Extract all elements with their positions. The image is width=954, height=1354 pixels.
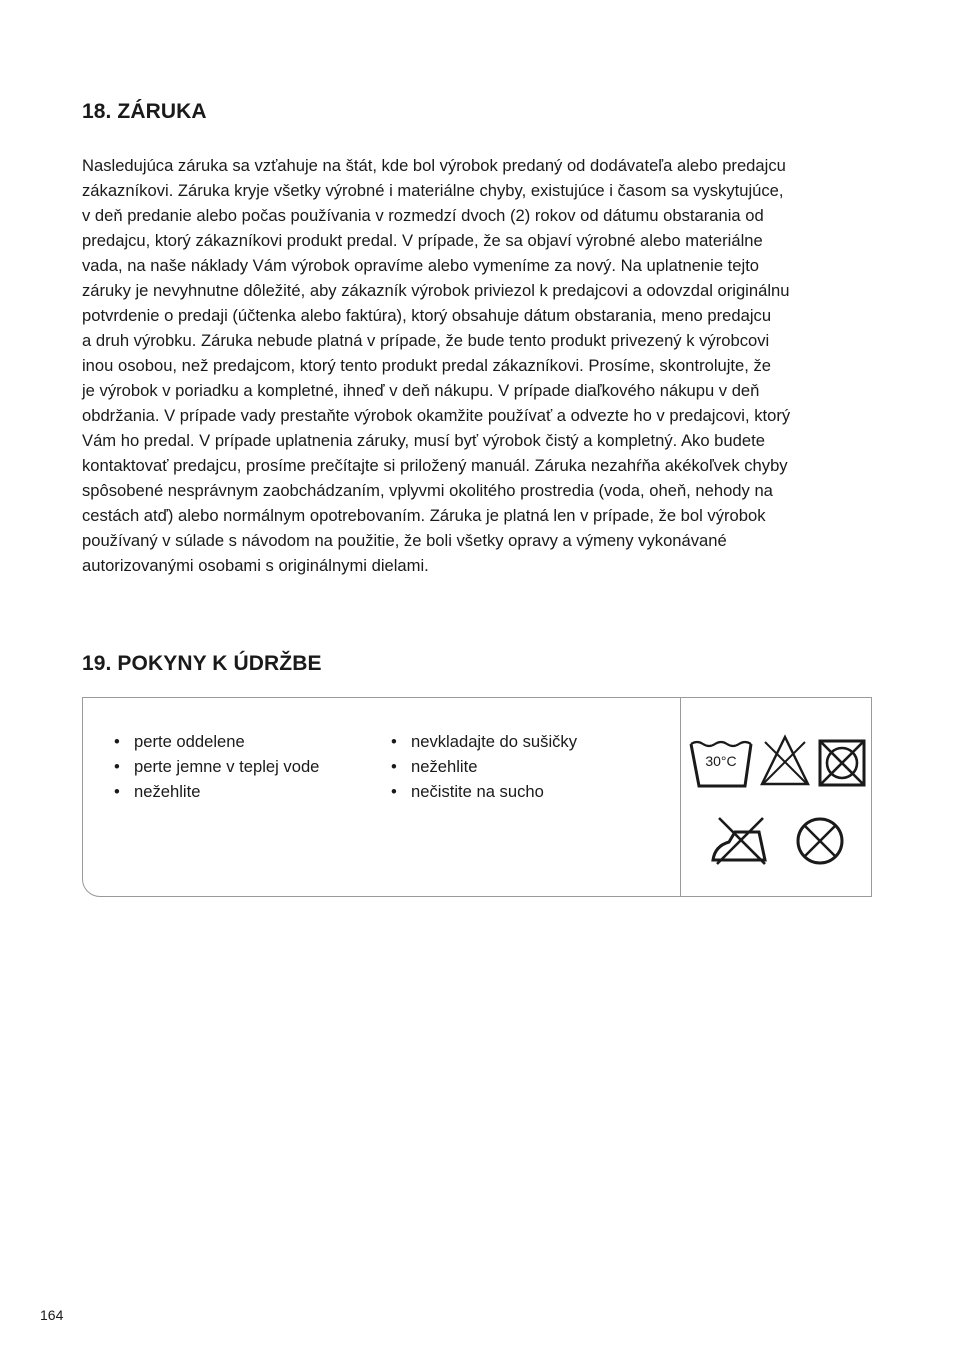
wash-temp-label: 30°C xyxy=(705,753,737,769)
care-item-label: nežehlite xyxy=(134,782,201,801)
warranty-line: predajcu, ktorý zákazníkovi produkt predal. V prípade, že sa objaví výrobné alebo materiálne xyxy=(82,231,763,250)
care-item-label: nevkladajte do sušičky xyxy=(411,732,578,751)
care-list-left xyxy=(114,729,319,804)
warranty-line: inou osobou, než predajcom, ktorý tento produkt predal zákazníkovi. Prosíme, skontrolujte, že xyxy=(82,356,772,375)
care-item xyxy=(114,779,319,804)
care-instructions-box xyxy=(82,697,872,897)
warranty-line: kontaktovať predajcu, prosíme prečítajte si priložený manuál. Záruka nezahŕňa akékoľvek chyby xyxy=(82,456,788,475)
care-item xyxy=(391,754,577,779)
warranty-line: používaný v súlade s návodom na použitie, že boli všetky opravy a výmeny vykonávané xyxy=(82,531,727,550)
warranty-paragraph xyxy=(82,153,872,578)
no-bleach-icon xyxy=(759,734,811,788)
care-item-label: nežehlite xyxy=(411,757,478,776)
bullet: • xyxy=(114,757,120,776)
care-item xyxy=(391,779,577,804)
care-list-right xyxy=(391,729,577,804)
warranty-line: spôsobené nesprávnym zaobchádzaním, vplyvmi okolitého prostredia (voda, oheň, nehody na xyxy=(82,481,773,500)
care-item xyxy=(114,729,319,754)
page-number: 164 xyxy=(40,1307,64,1323)
care-item-label: perte oddelene xyxy=(134,732,245,751)
section-18-heading: 18. ZÁRUKA xyxy=(82,100,207,123)
care-item-label: nečistite na sucho xyxy=(411,782,544,801)
bullet: • xyxy=(391,732,397,751)
bullet: • xyxy=(391,757,397,776)
warranty-line: a druh výrobku. Záruka nebude platná v prípade, že bude tento produkt privezený k výrobcovi xyxy=(82,331,770,350)
bullet: • xyxy=(114,782,120,801)
no-iron-icon xyxy=(709,816,771,868)
bullet: • xyxy=(114,732,120,751)
warranty-line: záruky je nevyhnutne dôležité, aby zákazník výrobok priviezol k predajcovi a odovzdal originálnu xyxy=(82,281,790,300)
warranty-line: vada, na naše náklady Vám výrobok opravíme alebo vymeníme za nový. Na uplatnenie tejto xyxy=(82,256,760,275)
warranty-line: autorizovanými osobami s originálnymi dielami. xyxy=(82,556,429,575)
no-dry-clean-icon xyxy=(795,816,845,866)
bullet: • xyxy=(391,782,397,801)
no-tumble-dry-icon xyxy=(818,739,866,787)
warranty-line: Nasledujúca záruka sa vzťahuje na štát, kde bol výrobok predaný od dodávateľa alebo predajcu xyxy=(82,156,786,175)
warranty-line: Vám ho predal. V prípade uplatnenia záruky, musí byť výrobok čistý a kompletný. Ako budete xyxy=(82,431,765,450)
warranty-line: potvrdenie o predaji (účtenka alebo faktúra), ktorý obsahuje dátum obstarania, meno predajcu xyxy=(82,306,772,325)
warranty-line: zákazníkovi. Záruka kryje všetky výrobné i materiálne chyby, existujúce i časom sa vyskytujúce, xyxy=(82,181,784,200)
wash-30c-icon xyxy=(689,738,755,790)
warranty-line: obdržania. V prípade vady prestaňte výrobok okamžite používať a odvezte ho v predajcovi, ktorý xyxy=(82,406,791,425)
section-19-heading: 19. POKYNY K ÚDRŽBE xyxy=(82,652,322,675)
care-symbols xyxy=(681,698,871,896)
warranty-line: cestách atď) alebo normálnym opotrebovaním. Záruka je platná len v prípade, že bol výrobok xyxy=(82,506,766,525)
care-item-label: perte jemne v teplej vode xyxy=(134,757,320,776)
warranty-line: je výrobok v poriadku a kompletné, ihneď v deň nákupu. V prípade diaľkového nákupu v deň xyxy=(82,381,760,400)
warranty-line: v deň predanie alebo počas používania v rozmedzí dvoch (2) rokov od dátumu obstarania od xyxy=(82,206,764,225)
care-item xyxy=(114,754,319,779)
care-item xyxy=(391,729,577,754)
